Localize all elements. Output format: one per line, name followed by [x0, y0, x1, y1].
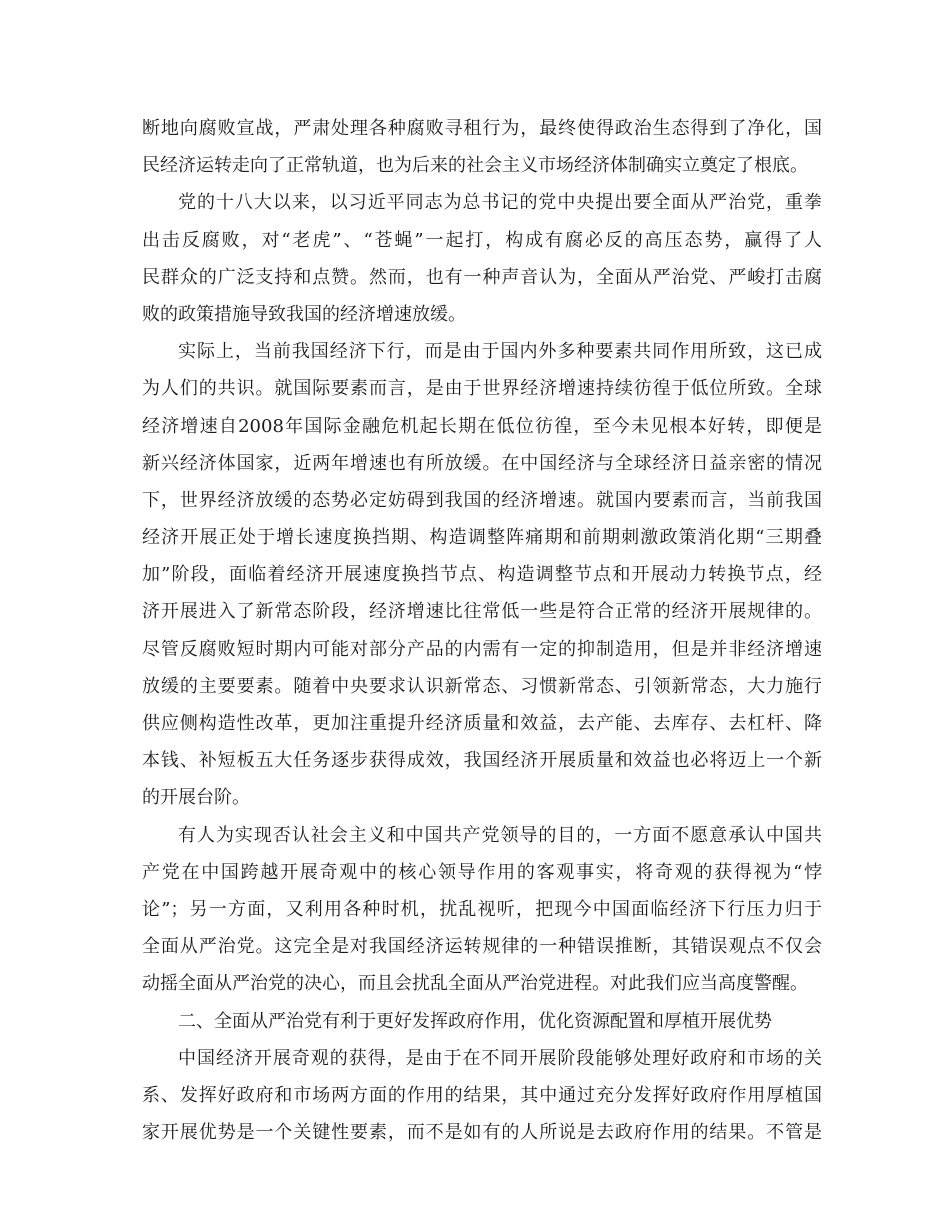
text-line: 实际上，当前我国经济下行，而是由于国内外多种要素共同作用所致，这已成 [178, 341, 822, 363]
text-line: 全面从严治党。这完全是对我国经济运转规律的一种错误推断，其错误观点不仅会 [142, 936, 822, 958]
text-line: 下，世界经济放缓的态势必定妨碍到我国的经济增速。就国内要素而言，当前我国 [142, 489, 822, 511]
document-page [142, 110, 822, 1151]
text-line: 家开展优势是一个关键性要素，而不是如有的人所说是去政府作用的结果。不管是 [142, 1122, 822, 1144]
text-line: 本钱、补短板五大任务逐步获得成效，我国经济开展质量和效益也必将迈上一个新 [142, 750, 822, 772]
paragraph [142, 817, 822, 1003]
text-line: 民经济运转走向了正常轨道，也为后来的社会主义市场经济体制确实立奠定了根底。 [142, 155, 808, 177]
text-line: 民群众的广泛支持和点赞。然而，也有一种声音认为，全面从严治党、严峻打击腐 [142, 266, 822, 288]
text-line: 党的十八大以来，以习近平同志为总书记的党中央提出要全面从严治党，重拳 [178, 192, 822, 214]
paragraph [142, 110, 822, 184]
paragraph [142, 1040, 822, 1152]
text-line: 为人们的共识。就国际要素而言，是由于世界经济增速持续彷徨于低位所致。全球 [142, 378, 822, 400]
text-line: 出击反腐败，对“老虎”、“苍蝇”一起打，构成有腐必反的高压态势，赢得了人 [142, 229, 822, 251]
text-line: 系、发挥好政府和市场两方面的作用的结果，其中通过充分发挥好政府作用厚植国 [142, 1084, 822, 1106]
paragraph [142, 333, 822, 816]
text-line: 尽管反腐败短时期内可能对部分产品的内需有一定的抑制造用，但是并非经济增速 [142, 638, 822, 660]
text-line: 败的政策措施导致我国的经济增速放缓。 [142, 303, 466, 325]
text-line: 有人为实现否认社会主义和中国共产党领导的目的，一方面不愿意承认中国共 [178, 824, 822, 846]
text-line: 放缓的主要要素。随着中央要求认识新常态、习惯新常态、引领新常态，大力施行 [142, 675, 822, 697]
text-line: 供应侧构造性改革，更加注重提升经济质量和效益，去产能、去库存、去杠杆、降 [142, 713, 822, 734]
text-line: 新兴经济体国家，近两年增速也有所放缓。在中国经济与全球经济日益亲密的情况 [142, 452, 822, 474]
text-line: 断地向腐败宣战，严肃处理各种腐败寻租行为，最终使得政治生态得到了净化，国 [142, 118, 822, 139]
text-line: 济开展进入了新常态阶段，经济增速比往常低一些是符合正常的经济开展规律的。 [142, 601, 822, 623]
text-line: 经济增速自2008年国际金融危机起长期在低位彷徨，至今未见根本好转，即便是 [142, 415, 822, 437]
text-line: 经济开展正处于增长速度换挡期、构造调整阵痛期和前期刺激政策消化期“三期叠 [142, 527, 822, 549]
text-line: 中国经济开展奇观的获得，是由于在不同开展阶段能够处理好政府和市场的关 [178, 1047, 822, 1069]
text-line: 动摇全面从严治党的决心，而且会扰乱全面从严治党进程。对此我们应当高度警醒。 [142, 973, 808, 995]
text-line: 加”阶段，面临着经济开展速度换挡节点、构造调整节点和开展动力转换节点，经 [142, 564, 822, 586]
text-line: 产党在中国跨越开展奇观中的核心领导作用的客观事实，将奇观的获得视为“悖 [142, 861, 822, 883]
section-heading [142, 1003, 822, 1040]
text-line: 的开展台阶。 [142, 787, 250, 809]
text-line: 二、全面从严治党有利于更好发挥政府作用，优化资源配置和厚植开展优势 [178, 1010, 772, 1032]
text-line: 论”；另一方面，又利用各种时机，扰乱视听，把现今中国面临经济下行压力归于 [142, 898, 822, 920]
paragraph [142, 184, 822, 333]
